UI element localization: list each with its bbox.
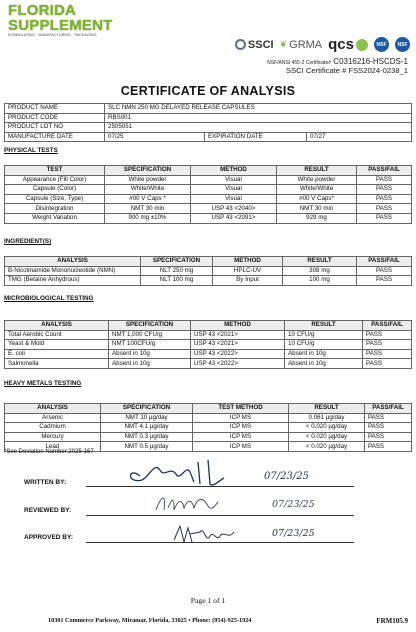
table-cell: PASS <box>357 266 412 276</box>
written-by-date: 07/23/25 <box>264 471 309 482</box>
table-cell: NMT 0.5 µg/day <box>101 442 193 452</box>
table-cell: 929 mg <box>277 213 357 223</box>
grma-mark <box>280 39 323 51</box>
ssci-text: SSCI <box>247 38 274 51</box>
table-cell: ICP MS <box>193 442 289 452</box>
certification-marks <box>235 36 410 53</box>
table-cell: < 0.020 µg/day <box>289 423 365 433</box>
qcs-text: qcs <box>328 36 354 53</box>
reviewed-by-date: 07/23/25 <box>272 499 315 510</box>
table-cell: USP 43 <2021> <box>191 330 285 340</box>
column-header: RESULT <box>283 257 357 267</box>
ingredients-table <box>4 256 412 286</box>
heavy-metals-heading: HEAVY METALS TESTING <box>4 380 82 387</box>
table-row <box>5 104 412 114</box>
column-header: SPECIFICATION <box>105 166 191 176</box>
table-row <box>5 413 412 423</box>
expiration-date-value: 07/27 <box>307 132 412 142</box>
nsf-certificate-prefix: NSF/ANSI 455-2 Certificate# <box>267 60 332 66</box>
table-cell: PASS <box>365 423 412 433</box>
table-cell: PASS <box>357 276 412 286</box>
product-lot-label: PRODUCT LOT NO <box>5 123 105 133</box>
column-header: TEST METHOD <box>193 404 289 414</box>
table-cell: < 0.020 µg/day <box>289 442 365 452</box>
table-cell: PASS <box>363 330 412 340</box>
table-cell: White/White <box>277 185 357 195</box>
table-row <box>5 340 412 350</box>
table-cell: 10 CFU/g <box>285 340 363 350</box>
table-row <box>5 359 412 369</box>
company-address: 10301 Commerce Parkway, Miramar, Florida, 33025 • Phone: (954)-925-1924 <box>48 617 252 624</box>
table-cell: Absent in 10g <box>109 359 191 369</box>
column-header: PASS/FAIL <box>365 404 412 414</box>
product-name-label: PRODUCT NAME <box>5 104 105 114</box>
table-cell: 308 mg <box>283 266 357 276</box>
physical-tests-table <box>4 165 412 224</box>
approved-by-label: APPROVED BY: <box>24 534 73 541</box>
table-cell: B-Nicotinamide Mononucleotide (NMN) <box>5 266 141 276</box>
form-number: FRM105.9 <box>376 617 408 625</box>
table-row <box>5 113 412 123</box>
ssci-mark <box>235 39 274 51</box>
table-cell: White powder <box>277 175 357 185</box>
table-cell: 900 mg ±10% <box>105 213 191 223</box>
table-cell: PASS <box>363 340 412 350</box>
table-row <box>5 349 412 359</box>
table-cell: NMT 30 min <box>277 204 357 214</box>
page-title: CERTIFICATE OF ANALYSIS <box>120 84 296 98</box>
column-header: PASS/FAIL <box>357 257 412 267</box>
table-cell: Absent in 10g <box>285 349 363 359</box>
table-cell: White/White <box>105 185 191 195</box>
table-cell: Cadmium <box>5 423 101 433</box>
logo-tagline: FORMULATING · MANUFACTURING · PACKAGING <box>8 33 97 37</box>
table-cell: 100 mg <box>283 276 357 286</box>
company-logo <box>8 3 148 37</box>
table-cell: Lead <box>5 442 101 452</box>
table-header-row <box>5 404 412 414</box>
table-cell: ICP MS <box>193 432 289 442</box>
heavy-metals-table <box>4 403 412 452</box>
table-cell: USP 43 <2022> <box>191 349 285 359</box>
table-cell: Arsenic <box>5 413 101 423</box>
grma-text: GRMA <box>289 38 323 51</box>
table-cell: PASS <box>365 413 412 423</box>
column-header: METHOD <box>191 321 285 331</box>
table-cell: < 0.020 µg/day <box>289 432 365 442</box>
expiration-date-label: EXPIRATION DATE <box>205 132 307 142</box>
column-header: SPECIFICATION <box>101 404 193 414</box>
table-cell: #00 V Caps * <box>105 194 191 204</box>
table-row <box>5 194 412 204</box>
deviation-note: *See Deviation Number:2025-167 <box>4 449 94 455</box>
ssci-ring-icon <box>235 39 246 50</box>
table-row <box>5 175 412 185</box>
table-cell: E. coli <box>5 349 109 359</box>
product-name-value: SLC NMN 250 MG DELAYED RELEASE CAPSULES <box>105 104 412 114</box>
table-cell: Weight Variation <box>5 213 105 223</box>
column-header: PASS/FAIL <box>363 321 412 331</box>
nsf-certificate-line <box>267 57 408 66</box>
product-lot-value: 2505051 <box>105 123 412 133</box>
table-cell: USP 43 <2021> <box>191 340 285 350</box>
column-header: METHOD <box>191 166 277 176</box>
table-cell: Absent in 10g <box>109 349 191 359</box>
column-header: ANALYSIS <box>5 257 141 267</box>
table-row <box>5 276 412 286</box>
table-cell: USP 43 <2091> <box>191 213 277 223</box>
written-by-signature <box>120 456 230 490</box>
qcs-mark <box>328 36 368 53</box>
nsf-certificate-number: C0316216-HSCDS-1 <box>331 57 408 66</box>
qcs-globe-icon <box>356 39 368 51</box>
table-cell: ICP MS <box>193 413 289 423</box>
ssci-certificate-line: SSCI Certificate # FSS2024-0238_1 <box>286 66 408 75</box>
table-row <box>5 204 412 214</box>
page-number: Page 1 of 1 <box>190 596 226 605</box>
table-cell: NMT 30 min <box>105 204 191 214</box>
approved-by-date: 07/23/25 <box>272 528 315 539</box>
reviewed-by-label: REVIEWED BY: <box>24 507 72 514</box>
column-header: PASS/FAIL <box>357 166 412 176</box>
table-header-row <box>5 257 412 267</box>
table-cell: PASS <box>365 442 412 452</box>
table-cell: PASS <box>357 194 412 204</box>
product-code-value: RBS001 <box>105 113 412 123</box>
table-row <box>5 213 412 223</box>
table-cell: Salmonella <box>5 359 109 369</box>
table-cell: NMT 0.3 µg/day <box>101 432 193 442</box>
table-header-row <box>5 166 412 176</box>
logo-line-2: SUPPLEMENT <box>8 17 113 34</box>
table-cell: Total Aerobic Count <box>5 330 109 340</box>
table-cell: PASS <box>363 359 412 369</box>
table-cell: Visual <box>191 194 277 204</box>
table-cell: Visual <box>191 175 277 185</box>
column-header: ANALYSIS <box>5 321 109 331</box>
table-cell: Disintegration <box>5 204 105 214</box>
table-cell: NMT 4.1 µg/day <box>101 423 193 433</box>
table-cell: NMT 10 µg/day <box>101 413 193 423</box>
table-row <box>5 266 412 276</box>
table-header-row <box>5 321 412 331</box>
approved-by-signature <box>170 522 240 548</box>
table-cell: NMT 100CFU/g <box>109 340 191 350</box>
table-cell: Appearance (Fill Color) <box>5 175 105 185</box>
table-cell: #00 V Caps* <box>277 194 357 204</box>
table-cell: NLT 100 mg <box>141 276 213 286</box>
table-cell: PASS <box>357 175 412 185</box>
table-cell: 0.061 µg/day <box>289 413 365 423</box>
table-cell: USP 43 <2022> <box>191 359 285 369</box>
column-header: SPECIFICATION <box>141 257 213 267</box>
table-row <box>5 423 412 433</box>
table-row <box>5 185 412 195</box>
written-by-label: WRITTEN BY: <box>24 479 67 486</box>
table-cell: ICP MS <box>193 423 289 433</box>
product-code-label: PRODUCT CODE <box>5 113 105 123</box>
table-cell: PASS <box>357 213 412 223</box>
table-cell: USP 43 <2040> <box>191 204 277 214</box>
table-cell: PASS <box>357 204 412 214</box>
physical-tests-heading: PHYSICAL TESTS <box>4 147 58 154</box>
column-header: TEST <box>5 166 105 176</box>
table-cell: NLT 250 mg <box>141 266 213 276</box>
column-header: RESULT <box>277 166 357 176</box>
product-info-table <box>4 103 412 142</box>
column-header: ANALYSIS <box>5 404 101 414</box>
table-row <box>5 432 412 442</box>
table-cell: By Input <box>213 276 283 286</box>
table-cell: Capsule (Color) <box>5 185 105 195</box>
table-cell: TMG (Betaine Anhydrous) <box>5 276 141 286</box>
table-cell: Visual <box>191 185 277 195</box>
column-header: SPECIFICATION <box>109 321 191 331</box>
logo-line-1: FLORIDA <box>8 2 77 19</box>
table-cell: White powder <box>105 175 191 185</box>
table-row <box>5 123 412 133</box>
table-cell: Capsule (Size, Type) <box>5 194 105 204</box>
table-cell: NMT 1,000 CFU/g <box>109 330 191 340</box>
column-header: METHOD <box>213 257 283 267</box>
reviewed-by-signature <box>152 490 222 516</box>
nsf-mark-1: NSF <box>374 37 389 52</box>
grma-leaf-icon: ❦ <box>279 39 288 49</box>
table-cell: PASS <box>365 432 412 442</box>
nsf-mark-2: NSF <box>395 37 410 52</box>
column-header: RESULT <box>285 321 363 331</box>
table-cell: PASS <box>357 185 412 195</box>
manufacture-date-value: 07/25 <box>105 132 205 142</box>
micro-testing-heading: MICROBIOLOGICAL TESTING <box>4 295 94 302</box>
table-cell: PASS <box>363 349 412 359</box>
column-header: RESULT <box>289 404 365 414</box>
micro-testing-table <box>4 320 412 369</box>
table-cell: Mercury <box>5 432 101 442</box>
ingredients-heading: INGREDIENT(S) <box>4 238 52 245</box>
manufacture-date-label: MANUFACTURE DATE <box>5 132 105 142</box>
table-cell: 10 CFU/g <box>285 330 363 340</box>
table-cell: Yeast & Mold <box>5 340 109 350</box>
table-cell: Absent in 10g <box>285 359 363 369</box>
table-cell: HPLC-UV <box>213 266 283 276</box>
table-row <box>5 132 412 142</box>
table-row <box>5 330 412 340</box>
